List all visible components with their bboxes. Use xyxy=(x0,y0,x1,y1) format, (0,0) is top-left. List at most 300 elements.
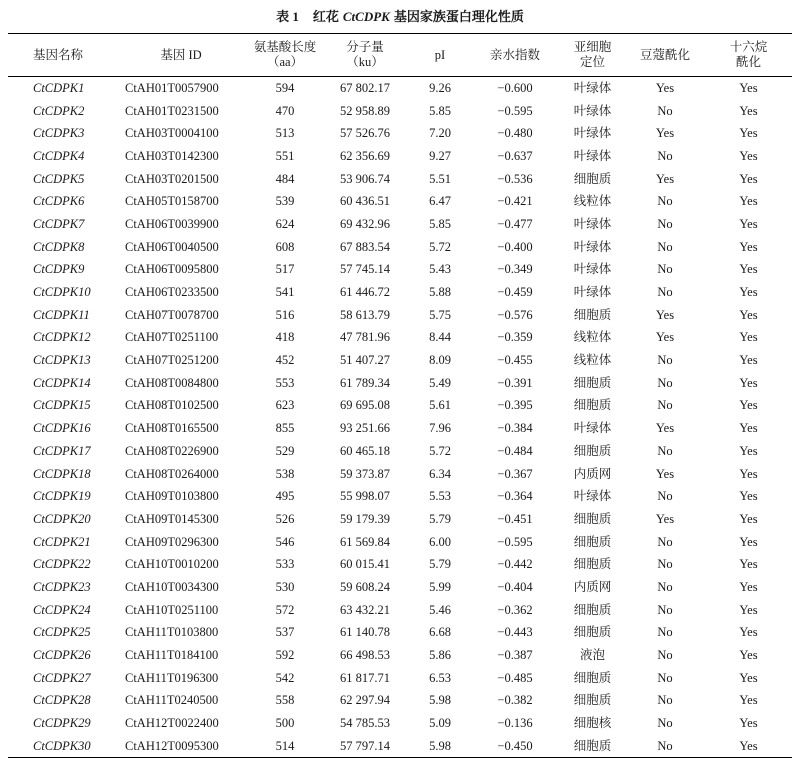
cell-subcellular-location: 细胞质 xyxy=(573,625,612,640)
cell-aa-length: 533 xyxy=(275,557,295,572)
cell-gene-name: CtCDPK21 xyxy=(33,534,91,549)
cell-hydrophilicity-index: −0.400 xyxy=(497,239,533,254)
cell-gene-id: CtAH06T0095800 xyxy=(125,262,219,277)
cell-molecular-weight: 57 526.76 xyxy=(340,126,390,141)
cell-palmitoylation: Yes xyxy=(739,579,758,594)
table-row xyxy=(8,167,792,190)
cell-palmitoylation: Yes xyxy=(739,375,758,390)
cell-subcellular-location: 线粒体 xyxy=(573,353,612,368)
cell-gene-id: CtAH03T0004100 xyxy=(125,126,219,141)
table-row xyxy=(8,666,792,689)
table-body xyxy=(8,77,792,758)
table-row xyxy=(8,145,792,168)
cell-subcellular-location: 叶绿体 xyxy=(573,148,612,163)
column-header-gene-id xyxy=(112,34,250,77)
cell-gene-id: CtAH08T0165500 xyxy=(125,421,219,436)
table-row xyxy=(8,485,792,508)
cell-subcellular-location: 细胞质 xyxy=(573,398,612,413)
cell-subcellular-location: 叶绿体 xyxy=(573,489,612,504)
table-label: 表 1 xyxy=(276,9,299,24)
table-row xyxy=(8,213,792,236)
table-row xyxy=(8,235,792,258)
cell-palmitoylation: Yes xyxy=(739,353,758,368)
cell-aa-length: 542 xyxy=(275,670,295,685)
table-row xyxy=(8,734,792,757)
cell-pi: 9.26 xyxy=(429,81,451,96)
cell-myristoylation: No xyxy=(657,398,673,413)
cell-pi: 5.85 xyxy=(429,216,451,231)
cell-hydrophilicity-index: −0.395 xyxy=(497,398,533,413)
column-header-line: 酰化 xyxy=(735,55,761,69)
cell-subcellular-location: 细胞质 xyxy=(560,734,625,757)
cell-pi: 5.46 xyxy=(429,602,451,617)
cell-gene-name: CtCDPK12 xyxy=(33,330,91,345)
cell-aa-length: 529 xyxy=(275,443,295,458)
cell-palmitoylation: Yes xyxy=(739,171,758,186)
cell-gene-id: CtAH07T0251100 xyxy=(125,330,219,345)
cell-palmitoylation: Yes xyxy=(739,216,758,231)
cell-aa-length: 594 xyxy=(275,81,295,96)
table-row xyxy=(8,530,792,553)
caption-prefix: 红花 xyxy=(312,9,339,24)
cell-aa-length: 538 xyxy=(275,466,295,481)
caption-suffix: 基因家族蛋白理化性质 xyxy=(393,9,524,24)
cell-hydrophilicity-index: −0.595 xyxy=(497,103,533,118)
cell-subcellular-location: 液泡 xyxy=(579,648,605,663)
cell-aa-length: 541 xyxy=(275,285,295,300)
cell-myristoylation: Yes xyxy=(655,511,675,526)
cell-gene-id: CtAH11T0103800 xyxy=(125,625,219,640)
cell-pi: 6.68 xyxy=(429,625,451,640)
cell-molecular-weight: 69 695.08 xyxy=(340,398,390,413)
cell-aa-length: 608 xyxy=(275,239,295,254)
cell-myristoylation: Yes xyxy=(655,307,675,322)
cell-gene-name: CtCDPK27 xyxy=(33,670,91,685)
cell-palmitoylation: Yes xyxy=(739,716,758,731)
cell-aa-length: 484 xyxy=(275,171,295,186)
cell-molecular-weight: 67 883.54 xyxy=(340,239,390,254)
cell-subcellular-location: 细胞质 xyxy=(573,557,612,572)
cell-myristoylation: No xyxy=(625,734,705,757)
cell-hydrophilicity-index: −0.576 xyxy=(497,307,533,322)
cell-molecular-weight: 60 436.51 xyxy=(340,194,390,209)
column-header-palmitoylation xyxy=(705,34,792,77)
cell-myristoylation: No xyxy=(657,489,673,504)
table-caption xyxy=(0,8,800,26)
cell-aa-length: 624 xyxy=(275,216,295,231)
cell-gene-name: CtCDPK26 xyxy=(33,648,91,663)
cell-hydrophilicity-index: −0.595 xyxy=(497,534,533,549)
cell-aa-length: 526 xyxy=(275,511,295,526)
cell-hydrophilicity-index: −0.459 xyxy=(497,285,533,300)
cell-myristoylation: No xyxy=(657,602,673,617)
cell-pi: 7.20 xyxy=(429,126,451,141)
table-row xyxy=(8,326,792,349)
cell-subcellular-location: 细胞质 xyxy=(573,171,612,186)
cell-gene-id: CtAH11T0184100 xyxy=(125,648,219,663)
cell-myristoylation: No xyxy=(657,579,673,594)
cell-hydrophilicity-index: −0.359 xyxy=(497,330,533,345)
column-header-line: 亚细胞 xyxy=(573,40,612,54)
column-header-line: （aa） xyxy=(266,55,304,69)
column-header-line: 基因名称 xyxy=(33,47,84,62)
cell-pi: 5.72 xyxy=(429,443,451,458)
cell-palmitoylation: Yes xyxy=(739,489,758,504)
cell-myristoylation: No xyxy=(657,670,673,685)
cell-hydrophilicity-index: −0.367 xyxy=(497,466,533,481)
cell-molecular-weight: 61 569.84 xyxy=(340,534,390,549)
cell-subcellular-location: 细胞质 xyxy=(573,693,612,708)
cell-subcellular-location: 内质网 xyxy=(573,579,612,594)
table-row xyxy=(8,462,792,485)
cell-subcellular-location: 细胞质 xyxy=(573,511,612,526)
cell-subcellular-location: 线粒体 xyxy=(573,194,612,209)
table-row xyxy=(8,712,792,735)
table-row xyxy=(8,258,792,281)
cell-gene-id: CtAH10T0034300 xyxy=(125,579,219,594)
table-row xyxy=(8,621,792,644)
cell-molecular-weight: 61 817.71 xyxy=(340,670,390,685)
cell-gene-id: CtAH08T0264000 xyxy=(125,466,219,481)
cell-subcellular-location: 细胞质 xyxy=(573,375,612,390)
cell-hydrophilicity-index: −0.384 xyxy=(497,421,533,436)
cell-hydrophilicity-index: −0.536 xyxy=(497,171,533,186)
cell-pi: 5.85 xyxy=(429,103,451,118)
cell-aa-length: 855 xyxy=(275,421,295,436)
cell-subcellular-location: 叶绿体 xyxy=(573,81,612,96)
table-row xyxy=(8,553,792,576)
cell-molecular-weight: 53 906.74 xyxy=(340,171,390,186)
cell-palmitoylation: Yes xyxy=(739,466,758,481)
cell-gene-name: CtCDPK24 xyxy=(33,602,91,617)
cell-molecular-weight: 52 958.89 xyxy=(340,103,390,118)
table-row xyxy=(8,190,792,213)
cell-gene-id: CtAH08T0102500 xyxy=(125,398,219,413)
cell-aa-length: 551 xyxy=(275,148,295,163)
cell-gene-name: CtCDPK18 xyxy=(33,466,91,481)
cell-hydrophilicity-index: −0.485 xyxy=(497,670,533,685)
cell-myristoylation: Yes xyxy=(655,81,675,96)
cell-gene-id: CtAH03T0142300 xyxy=(125,148,219,163)
cell-gene-name: CtCDPK5 xyxy=(33,171,85,186)
cell-subcellular-location: 细胞质 xyxy=(573,534,612,549)
column-header-line: 分子量 xyxy=(346,40,384,54)
cell-hydrophilicity-index: −0.480 xyxy=(497,126,533,141)
table-row xyxy=(8,644,792,667)
cell-hydrophilicity-index: −0.600 xyxy=(497,81,533,96)
cell-molecular-weight: 67 802.17 xyxy=(340,81,390,96)
cell-palmitoylation: Yes xyxy=(739,421,758,436)
cell-gene-id: CtAH11T0240500 xyxy=(125,693,219,708)
cell-subcellular-location: 细胞质 xyxy=(573,602,612,617)
cell-hydrophilicity-index: −0.443 xyxy=(497,625,533,640)
cell-pi: 5.09 xyxy=(429,716,451,731)
cell-gene-name: CtCDPK28 xyxy=(33,693,91,708)
column-header-gene-name xyxy=(8,34,112,77)
cell-subcellular-location: 内质网 xyxy=(573,466,612,481)
cell-hydrophilicity-index: −0.442 xyxy=(497,557,533,572)
cell-gene-name: CtCDPK4 xyxy=(33,148,85,163)
cell-aa-length: 572 xyxy=(275,602,295,617)
cell-aa-length: 539 xyxy=(275,194,295,209)
cell-aa-length: 537 xyxy=(275,625,295,640)
cell-subcellular-location: 叶绿体 xyxy=(573,103,612,118)
table-row xyxy=(8,508,792,531)
cell-pi: 5.79 xyxy=(429,511,451,526)
cell-pi: 8.09 xyxy=(429,353,451,368)
cell-subcellular-location: 叶绿体 xyxy=(573,421,612,436)
cell-hydrophilicity-index: −0.451 xyxy=(497,511,533,526)
column-header-molecular-weight xyxy=(320,34,410,77)
cell-myristoylation: Yes xyxy=(655,126,675,141)
cell-molecular-weight: 62 356.69 xyxy=(340,148,390,163)
cell-aa-length: 623 xyxy=(275,398,295,413)
cell-aa-length: 530 xyxy=(275,579,295,594)
cell-myristoylation: No xyxy=(657,716,673,731)
cell-myristoylation: No xyxy=(657,648,673,663)
cell-gene-id: CtAH08T0084800 xyxy=(125,375,219,390)
cell-gene-id: CtAH09T0103800 xyxy=(125,489,219,504)
table-row xyxy=(8,417,792,440)
cell-myristoylation: No xyxy=(657,625,673,640)
cell-myristoylation: Yes xyxy=(655,421,675,436)
cell-palmitoylation: Yes xyxy=(739,670,758,685)
cell-pi: 5.43 xyxy=(429,262,451,277)
column-header-line: 十六烷 xyxy=(729,40,768,54)
protein-properties-table xyxy=(8,33,792,758)
cell-molecular-weight: 59 179.39 xyxy=(340,511,390,526)
cell-gene-name: CtCDPK20 xyxy=(33,511,91,526)
cell-myristoylation: No xyxy=(657,375,673,390)
cell-subcellular-location: 线粒体 xyxy=(573,330,612,345)
cell-molecular-weight: 63 432.21 xyxy=(340,602,390,617)
cell-pi: 5.49 xyxy=(429,375,451,390)
cell-gene-id: CtAH09T0296300 xyxy=(125,534,219,549)
cell-myristoylation: No xyxy=(657,239,673,254)
cell-gene-name: CtCDPK7 xyxy=(33,216,85,231)
cell-aa-length: 516 xyxy=(275,307,295,322)
cell-gene-name: CtCDPK30 xyxy=(8,734,112,757)
cell-gene-name: CtCDPK19 xyxy=(33,489,91,504)
caption-gene-family: CtCDPK xyxy=(342,9,390,24)
column-header-subcellular-location xyxy=(560,34,625,77)
cell-molecular-weight: 51 407.27 xyxy=(340,353,390,368)
cell-pi: 6.47 xyxy=(429,194,451,209)
cell-hydrophilicity-index: −0.387 xyxy=(497,648,533,663)
cell-palmitoylation: Yes xyxy=(705,734,792,757)
cell-hydrophilicity-index: −0.391 xyxy=(497,375,533,390)
cell-myristoylation: No xyxy=(657,534,673,549)
cell-hydrophilicity-index: −0.382 xyxy=(497,693,533,708)
cell-hydrophilicity-index: −0.477 xyxy=(497,216,533,231)
cell-gene-name: CtCDPK29 xyxy=(33,716,91,731)
cell-myristoylation: Yes xyxy=(655,330,675,345)
cell-aa-length: 558 xyxy=(275,693,295,708)
cell-molecular-weight: 57 745.14 xyxy=(340,262,390,277)
cell-palmitoylation: Yes xyxy=(739,511,758,526)
cell-molecular-weight: 54 785.53 xyxy=(340,716,390,731)
cell-pi: 5.61 xyxy=(429,398,451,413)
cell-hydrophilicity-index: −0.362 xyxy=(497,602,533,617)
column-header-myristoylation xyxy=(625,34,705,77)
cell-gene-id: CtAH07T0078700 xyxy=(125,307,219,322)
cell-gene-name: CtCDPK25 xyxy=(33,625,91,640)
cell-hydrophilicity-index: −0.364 xyxy=(497,489,533,504)
cell-subcellular-location: 细胞质 xyxy=(573,670,612,685)
cell-subcellular-location: 叶绿体 xyxy=(573,216,612,231)
table-row xyxy=(8,371,792,394)
column-header-line: 豆蔻酰化 xyxy=(639,47,690,62)
cell-aa-length: 513 xyxy=(275,126,295,141)
cell-molecular-weight: 58 613.79 xyxy=(340,307,390,322)
cell-gene-name: CtCDPK23 xyxy=(33,579,91,594)
cell-myristoylation: No xyxy=(657,693,673,708)
cell-gene-id: CtAH06T0233500 xyxy=(125,285,219,300)
cell-pi: 5.79 xyxy=(429,557,451,572)
cell-molecular-weight: 47 781.96 xyxy=(340,330,390,345)
cell-aa-length: 418 xyxy=(275,330,295,345)
cell-palmitoylation: Yes xyxy=(739,262,758,277)
cell-palmitoylation: Yes xyxy=(739,148,758,163)
table-row xyxy=(8,303,792,326)
cell-palmitoylation: Yes xyxy=(739,648,758,663)
cell-gene-name: CtCDPK15 xyxy=(33,398,91,413)
cell-pi: 5.51 xyxy=(429,171,451,186)
cell-gene-id: CtAH06T0040500 xyxy=(125,239,219,254)
cell-molecular-weight: 62 297.94 xyxy=(340,693,390,708)
cell-palmitoylation: Yes xyxy=(739,103,758,118)
cell-gene-id: CtAH10T0251100 xyxy=(125,602,219,617)
cell-pi: 7.96 xyxy=(429,421,451,436)
column-header-line: pI xyxy=(434,47,446,62)
cell-gene-id: CtAH06T0039900 xyxy=(125,216,219,231)
cell-palmitoylation: Yes xyxy=(739,534,758,549)
table-row xyxy=(8,689,792,712)
cell-palmitoylation: Yes xyxy=(739,602,758,617)
cell-pi: 6.00 xyxy=(429,534,451,549)
cell-gene-name: CtCDPK11 xyxy=(33,307,90,322)
table-row xyxy=(8,281,792,304)
cell-palmitoylation: Yes xyxy=(739,443,758,458)
cell-aa-length: 546 xyxy=(275,534,295,549)
cell-palmitoylation: Yes xyxy=(739,81,758,96)
cell-palmitoylation: Yes xyxy=(739,285,758,300)
cell-gene-id: CtAH09T0145300 xyxy=(125,511,219,526)
cell-myristoylation: No xyxy=(657,443,673,458)
cell-hydrophilicity-index: −0.349 xyxy=(497,262,533,277)
cell-myristoylation: No xyxy=(657,285,673,300)
table-row xyxy=(8,349,792,372)
cell-gene-id: CtAH08T0226900 xyxy=(125,443,219,458)
cell-myristoylation: No xyxy=(657,103,673,118)
cell-gene-name: CtCDPK6 xyxy=(33,194,85,209)
cell-subcellular-location: 叶绿体 xyxy=(573,239,612,254)
cell-gene-id: CtAH03T0201500 xyxy=(125,171,219,186)
cell-pi: 5.53 xyxy=(429,489,451,504)
cell-gene-id: CtAH07T0251200 xyxy=(125,353,219,368)
cell-aa-length: 514 xyxy=(250,734,320,757)
cell-aa-length: 470 xyxy=(275,103,295,118)
column-header-line: 定位 xyxy=(579,55,605,69)
cell-palmitoylation: Yes xyxy=(739,557,758,572)
cell-pi: 5.98 xyxy=(429,693,451,708)
cell-gene-id: CtAH10T0010200 xyxy=(125,557,219,572)
cell-subcellular-location: 叶绿体 xyxy=(573,262,612,277)
cell-molecular-weight: 60 465.18 xyxy=(340,443,390,458)
cell-myristoylation: Yes xyxy=(655,466,675,481)
cell-subcellular-location: 细胞质 xyxy=(573,307,612,322)
cell-palmitoylation: Yes xyxy=(739,693,758,708)
cell-aa-length: 500 xyxy=(275,716,295,731)
cell-subcellular-location: 细胞核 xyxy=(573,716,612,731)
cell-subcellular-location: 叶绿体 xyxy=(573,285,612,300)
cell-pi: 5.98 xyxy=(410,734,470,757)
cell-palmitoylation: Yes xyxy=(739,398,758,413)
cell-palmitoylation: Yes xyxy=(739,126,758,141)
column-header-line: 氨基酸长度 xyxy=(253,40,317,54)
cell-hydrophilicity-index: −0.455 xyxy=(497,353,533,368)
column-header-aa-length xyxy=(250,34,320,77)
cell-myristoylation: No xyxy=(657,353,673,368)
header-row xyxy=(8,34,792,77)
cell-palmitoylation: Yes xyxy=(739,194,758,209)
cell-aa-length: 495 xyxy=(275,489,295,504)
cell-myristoylation: No xyxy=(657,262,673,277)
cell-molecular-weight: 61 446.72 xyxy=(340,285,390,300)
cell-hydrophilicity-index: −0.421 xyxy=(497,194,533,209)
table-row xyxy=(8,440,792,463)
cell-molecular-weight: 55 998.07 xyxy=(340,489,390,504)
table-row xyxy=(8,77,792,100)
cell-palmitoylation: Yes xyxy=(739,330,758,345)
cell-pi: 6.53 xyxy=(429,670,451,685)
cell-pi: 5.86 xyxy=(429,648,451,663)
cell-gene-name: CtCDPK13 xyxy=(33,353,91,368)
cell-gene-id: CtAH01T0057900 xyxy=(125,81,219,96)
column-header-line: 基因 ID xyxy=(160,47,202,62)
table-row xyxy=(8,394,792,417)
cell-molecular-weight: 93 251.66 xyxy=(340,421,390,436)
cell-gene-name: CtCDPK2 xyxy=(33,103,85,118)
cell-gene-name: CtCDPK10 xyxy=(33,285,91,300)
cell-gene-id: CtAH12T0022400 xyxy=(125,716,219,731)
cell-gene-id: CtAH05T0158700 xyxy=(125,194,219,209)
cell-myristoylation: Yes xyxy=(655,171,675,186)
cell-gene-id: CtAH12T0095300 xyxy=(112,734,250,757)
cell-gene-name: CtCDPK16 xyxy=(33,421,91,436)
cell-aa-length: 452 xyxy=(275,353,295,368)
table-row xyxy=(8,598,792,621)
cell-pi: 5.99 xyxy=(429,579,451,594)
cell-molecular-weight: 59 373.87 xyxy=(340,466,390,481)
cell-gene-name: CtCDPK1 xyxy=(33,81,85,96)
table-header xyxy=(8,34,792,77)
cell-hydrophilicity-index: −0.450 xyxy=(470,734,560,757)
cell-hydrophilicity-index: −0.136 xyxy=(497,716,533,731)
cell-molecular-weight: 61 140.78 xyxy=(340,625,390,640)
cell-gene-name: CtCDPK17 xyxy=(33,443,91,458)
cell-subcellular-location: 细胞质 xyxy=(573,443,612,458)
cell-aa-length: 592 xyxy=(275,648,295,663)
cell-molecular-weight: 61 789.34 xyxy=(340,375,390,390)
column-header-line: 亲水指数 xyxy=(489,47,540,62)
cell-gene-name: CtCDPK22 xyxy=(33,557,91,572)
table-row xyxy=(8,122,792,145)
cell-gene-name: CtCDPK14 xyxy=(33,375,91,390)
column-header-line: （ku） xyxy=(346,55,384,69)
column-header-pi xyxy=(410,34,470,77)
cell-gene-id: CtAH11T0196300 xyxy=(125,670,219,685)
